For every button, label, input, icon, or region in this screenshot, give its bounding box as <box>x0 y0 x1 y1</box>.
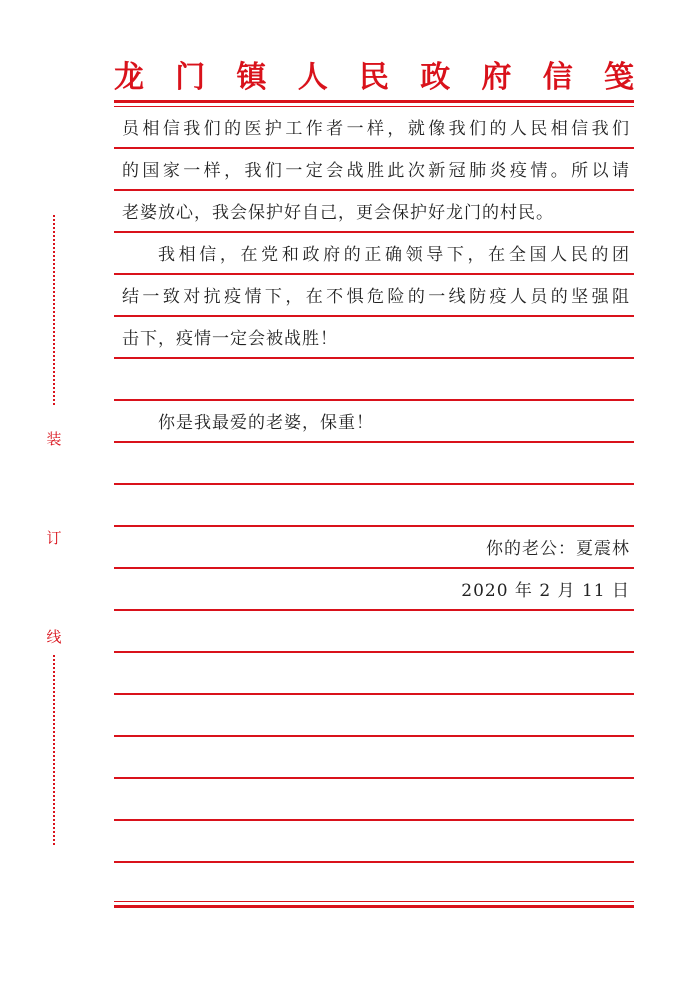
letterhead-char: 笺 <box>604 60 634 95</box>
letter-line: 的国家一样，我们一定会战胜此次新冠肺炎疫情。所以请 <box>122 161 630 181</box>
letterhead-char: 府 <box>481 60 512 95</box>
binding-char: 订 <box>46 529 62 547</box>
ruled-line <box>114 735 634 737</box>
ruled-line <box>114 189 634 191</box>
letterhead-char: 信 <box>542 60 573 95</box>
letter-line: 我相信，在党和政府的正确领导下，在全国人民的团 <box>158 245 630 265</box>
ruled-line <box>114 861 634 863</box>
footer-rule-thin <box>114 901 634 902</box>
binding-char: 线 <box>46 628 62 646</box>
ruled-line <box>114 231 634 233</box>
ruled-line <box>114 567 634 569</box>
binding-char: 装 <box>46 430 62 448</box>
ruled-line <box>114 609 634 611</box>
ruled-line <box>114 273 634 275</box>
letterhead-char: 人 <box>297 60 328 95</box>
ruled-line <box>114 819 634 821</box>
ruled-line <box>114 693 634 695</box>
ruled-line <box>114 483 634 485</box>
ruled-line <box>114 147 634 149</box>
letterhead-char: 龙 <box>114 60 144 95</box>
letterhead-char: 政 <box>420 60 451 95</box>
binding-dotted-line-upper <box>53 215 55 405</box>
ruled-line <box>114 315 634 317</box>
ruled-line <box>114 441 634 443</box>
letterhead-title <box>114 58 634 98</box>
ruled-line <box>114 399 634 401</box>
letterhead-char: 镇 <box>236 60 267 95</box>
signature: 你的老公：夏震林 <box>486 539 630 559</box>
ruled-line <box>114 357 634 359</box>
letterhead-char: 门 <box>175 60 206 95</box>
header-rule-thick <box>114 100 634 103</box>
letter-line: 结一致对抗疫情下，在不惧危险的一线防疫人员的坚强阻 <box>122 287 630 307</box>
footer-rule-thick <box>114 905 634 908</box>
ruled-line <box>114 651 634 653</box>
letter-line: 你是我最爱的老婆，保重！ <box>158 413 374 433</box>
letter-line: 老婆放心，我会保护好自己，更会保护好龙门的村民。 <box>122 203 554 223</box>
letter-date: 2020 年 2 月 11 日 <box>461 581 630 601</box>
letterhead-char: 民 <box>359 60 389 95</box>
letter-line: 击下，疫情一定会被战胜！ <box>122 329 338 349</box>
header-rule-thin <box>114 106 634 107</box>
ruled-line <box>114 525 634 527</box>
letter-line: 员相信我们的医护工作者一样，就像我们的人民相信我们 <box>122 119 630 139</box>
binding-dotted-line-lower <box>53 655 55 845</box>
ruled-line <box>114 777 634 779</box>
